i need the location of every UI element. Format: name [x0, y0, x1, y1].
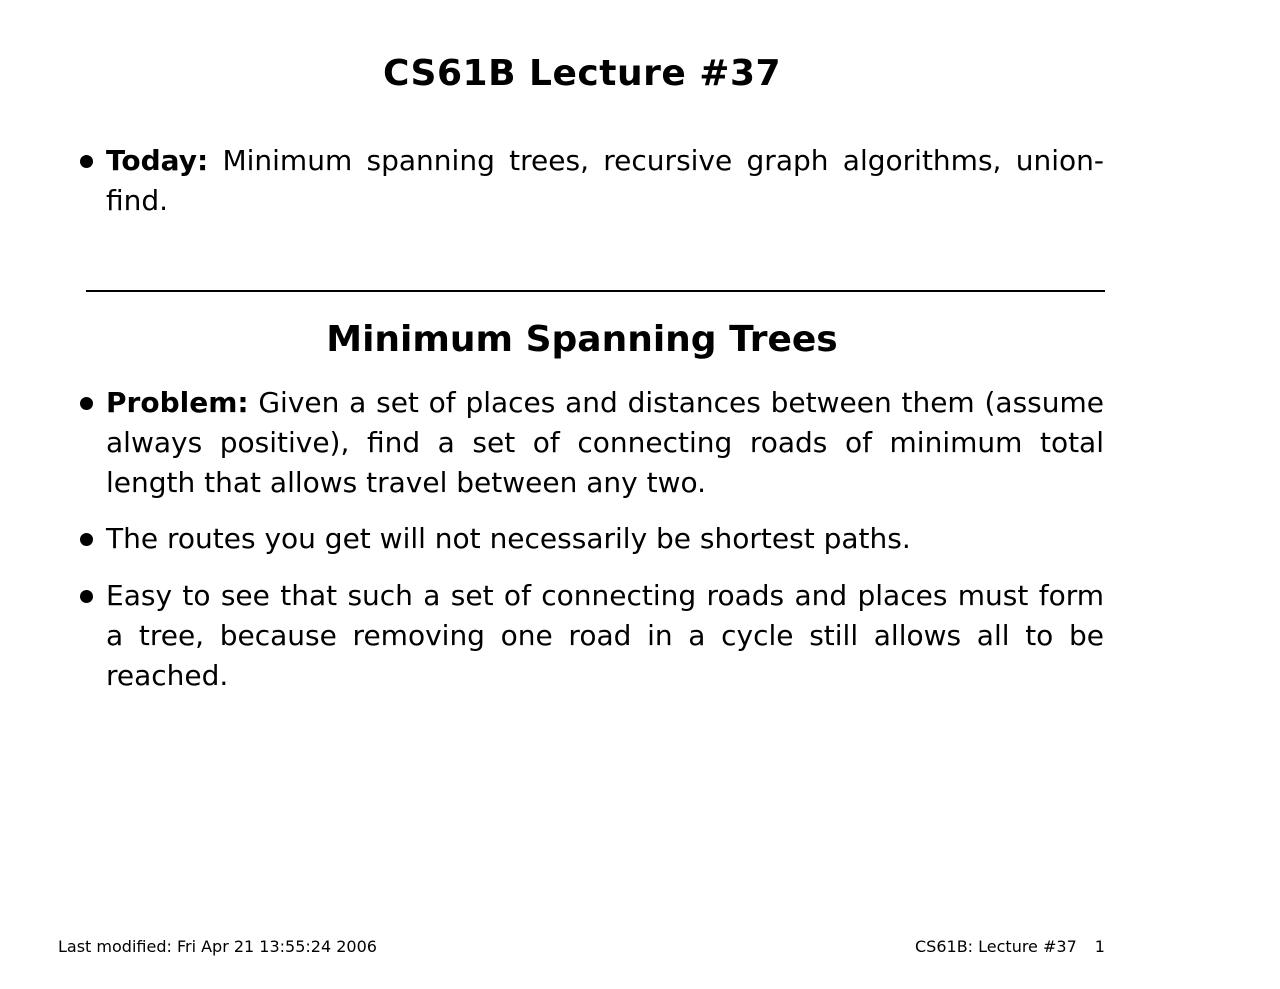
bullet-dot-icon [80, 533, 93, 546]
bullet-dot-icon [80, 397, 93, 410]
today-bullet [106, 141, 1104, 221]
today-label: Today: [106, 144, 209, 177]
problem-bullet [106, 383, 1104, 503]
horizontal-divider [86, 290, 1105, 292]
section-title: Minimum Spanning Trees [326, 319, 838, 360]
footer-course: CS61B: Lecture #37 [915, 937, 1077, 956]
bullet-dot-icon [80, 155, 93, 168]
footer-last-modified: Last modified: Fri Apr 21 13:55:24 2006 [58, 937, 377, 956]
today-text: Minimum spanning trees, recursive graph algorithms, union-find. [106, 144, 1104, 217]
routes-bullet [106, 519, 1104, 559]
tree-bullet [106, 576, 1104, 696]
problem-text: Given a set of places and distances between them (assume always positive), find a set of connecting roads of minimum total length that allows travel between any two. [106, 386, 1104, 499]
bullet-dot-icon [80, 590, 93, 603]
tree-text: Easy to see that such a set of connecting roads and places must form a tree, because removing one road in a cycle still allows all to be reached. [106, 579, 1104, 692]
page-number: 1 [1094, 937, 1105, 956]
problem-label: Problem: [106, 386, 249, 419]
routes-text: The routes you get will not necessarily be shortest paths. [106, 522, 911, 555]
footer-course-info [915, 936, 1105, 958]
slide-title: CS61B Lecture #37 [382, 53, 782, 94]
